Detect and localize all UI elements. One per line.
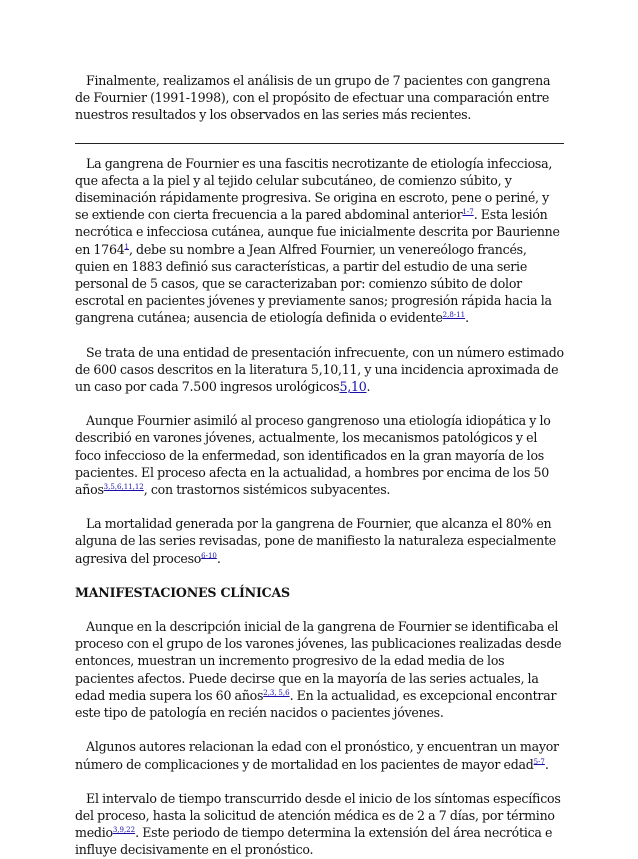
spacer	[75, 327, 564, 344]
citation-link[interactable]: 3,5,6,11,12	[103, 482, 144, 491]
paragraph-text: Algunos autores relacionan la edad con el pronóstico, y encuentran un mayor número de complicaciones y de mortalidad en los pacientes de mayor edad	[75, 739, 559, 772]
spacer	[75, 601, 564, 618]
spacer	[75, 773, 564, 790]
paragraph-definition	[75, 155, 564, 327]
paragraph-text: . En la actualidad, es excepcional encontrar este tipo de patología en recién nacidos o pacientes jóvenes.	[75, 687, 557, 721]
paragraph-text: Aunque Fournier asimiló al proceso gangrenoso una etiología idiopática y lo describió en varones jóvenes, actualmente, los mecanismos patológicos y el foco infeccioso de la enfermedad, son identificados en la gran mayoría de los pacientes. El proceso afecta en la actualidad, a hombres por encima de los 50 años	[75, 413, 551, 498]
paragraph-text: El intervalo de tiempo transcurrido desde el inicio de los síntomas específicos del proceso, hasta la solicitud de atención médica es de 2 a 7 días, por término medio	[75, 790, 561, 841]
section-divider	[75, 143, 564, 144]
paragraph-text: , debe su nombre a Jean Alfred Fournier, un venereólogo francés, quien en 1883 definió sus características, a partir del estudio de una serie personal de 5 casos, que se caracterizaban por: comienzo súbito de dolor escrotal en pacientes jóvenes y previamente sanos; progresión rápida hacia la gangrena cutánea; ausencia de etiología definida o evidente	[75, 241, 552, 326]
paragraph-text: , con trastornos sistémicos subyacentes.	[143, 482, 391, 498]
intro-paragraph	[75, 72, 564, 124]
spacer	[75, 721, 564, 738]
citation-link[interactable]: 1	[124, 242, 129, 251]
paragraph-text: .	[544, 756, 549, 772]
paragraph-text: La gangrena de Fournier es una fascitis necrotizante de etiología infecciosa, que afecta a la piel y al tejido celular subcutáneo, de comienzo súbito, y diseminación rápidamente progresiva. Se origina en escroto, pene o periné, y se extiende con cierta frecuencia a la pared abdominal anterior	[75, 155, 553, 223]
section-heading: MANIFESTACIONES CLÍNICAS	[75, 584, 290, 600]
citation-link[interactable]: 2,8-11	[442, 311, 466, 320]
paragraph-text: .	[216, 550, 221, 566]
paragraph-text: . Esta lesión necrótica e infecciosa cutánea, aunque fue inicialmente descrita por Baurienne en 1764	[75, 207, 560, 257]
paragraph-text: . Este periodo de tiempo determina la extensión del área necrótica e influye decisivamente en el pronóstico.	[75, 825, 553, 858]
spacer	[75, 395, 564, 412]
citation-link[interactable]: 3,9,22	[112, 825, 136, 834]
paragraph-incidence	[75, 344, 564, 396]
citation-link[interactable]: 2,3, 5,6	[263, 688, 290, 697]
paragraph-text: .	[465, 310, 469, 326]
spacer	[75, 567, 564, 584]
paragraph-age	[75, 618, 564, 721]
spacer	[75, 498, 564, 515]
paragraph-text: Aunque en la descripción inicial de la gangrena de Fournier se identificaba el proceso con el grupo de los varones jóvenes, las publicaciones realizadas desde entonces, muestran un incremento progresivo de la edad media de los pacientes afectos. Puede decirse que en la mayoría de las series actuales, la edad media supera los 60 años	[75, 619, 562, 703]
paragraph-text: La mortalidad generada por la gangrena de Fournier, que alcanza el 80% en alguna de las series revisadas, pone de manifiesto la naturaleza especialmente agresiva del proceso	[75, 516, 556, 566]
paragraph-text: Se trata de una entidad de presentación infrecuente, con un número estimado de 600 casos descritos en la literatura 5,10,11, y una incidencia aproximada de un caso por cada 7.500 ingresos urológicos	[75, 344, 564, 395]
intro-text: Finalmente, realizamos el análisis de un grupo de 7 pacientes con gangrena de Fournier (1991-1998), con el propósito de efectuar una comparación entre nuestros resultados y los observados en las series más recientes.	[75, 73, 551, 123]
citation-link[interactable]: 6-10	[201, 551, 217, 560]
paragraph-etiology	[75, 412, 564, 498]
citation-link[interactable]: 5-7	[533, 757, 545, 766]
citation-link[interactable]: 1-7	[462, 208, 474, 217]
citation-link[interactable]: 5,10	[339, 379, 367, 395]
paragraph-mortality	[75, 515, 564, 567]
paragraph-text: .	[366, 379, 371, 395]
paragraph-interval	[75, 790, 564, 859]
paragraph-prognosis	[75, 738, 564, 772]
